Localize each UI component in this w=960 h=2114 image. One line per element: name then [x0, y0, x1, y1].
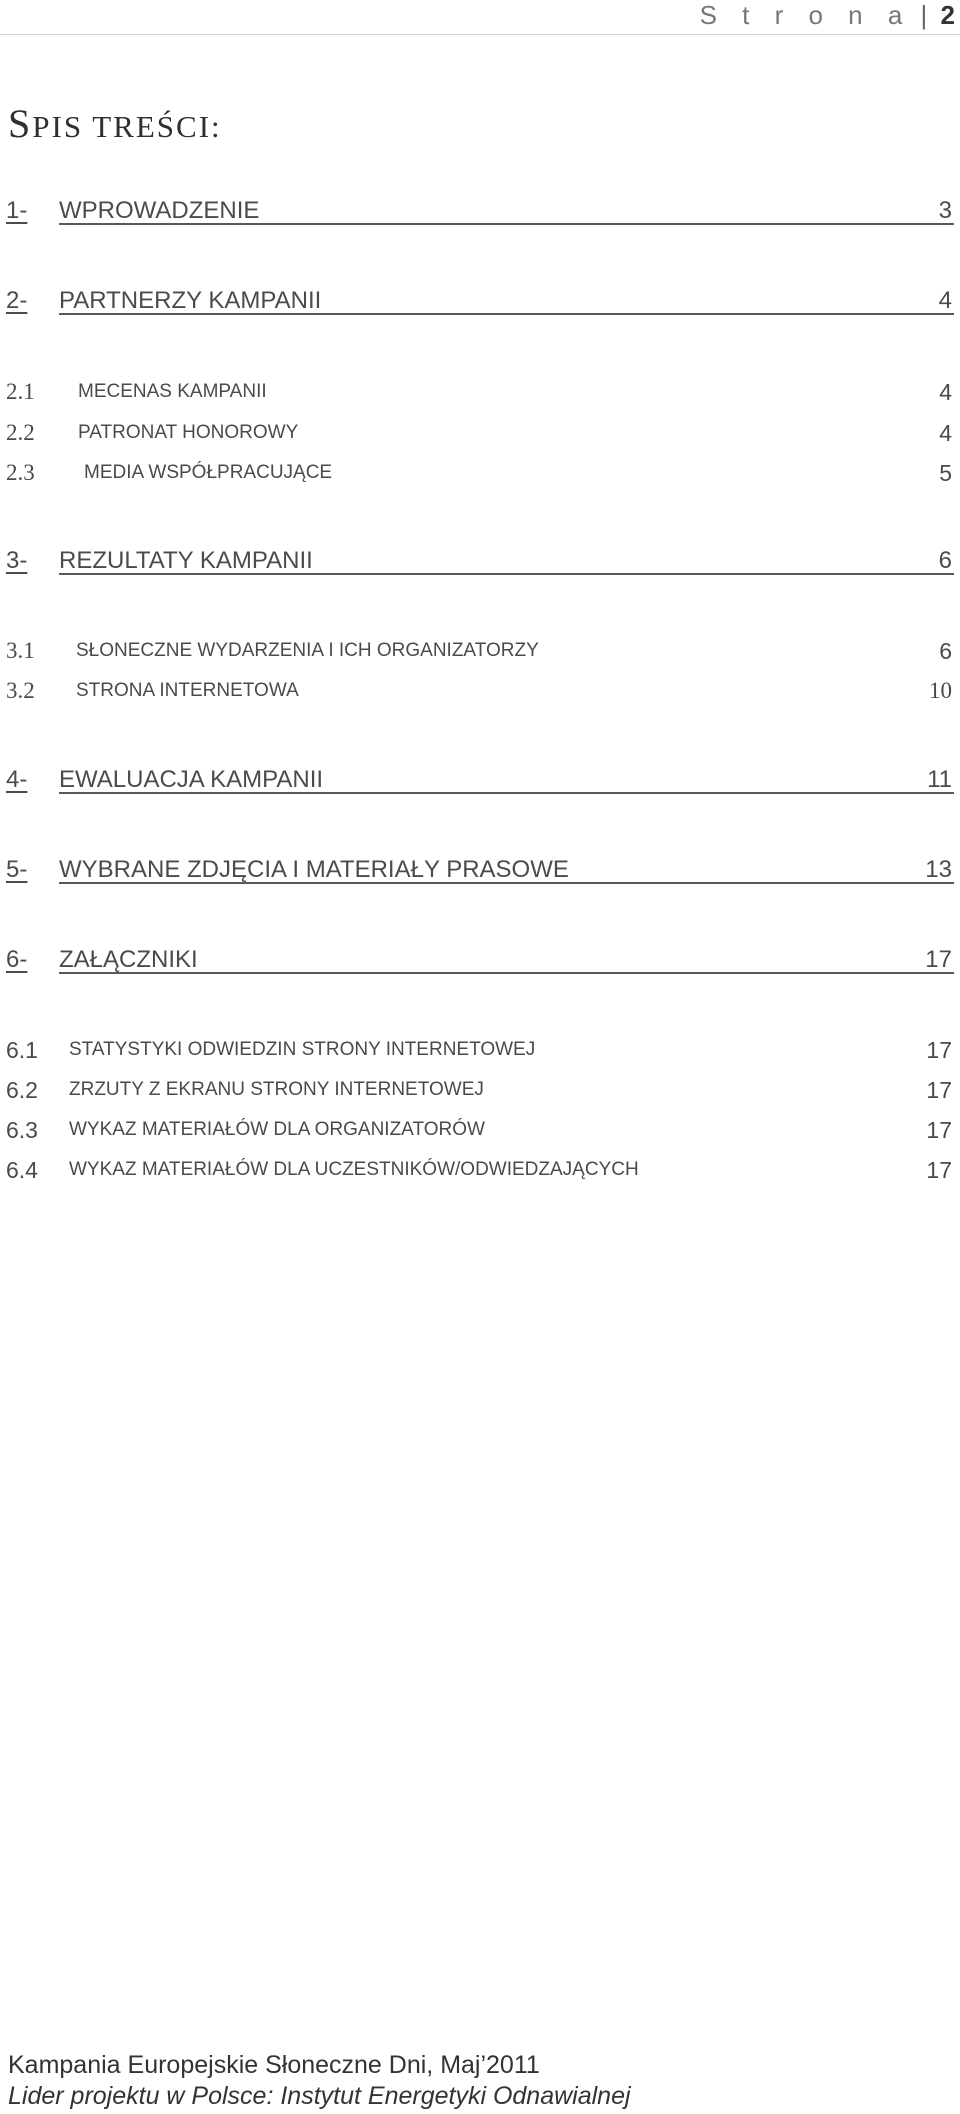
toc-entry-4[interactable]: [6, 762, 954, 798]
toc-entry-6[interactable]: [6, 942, 954, 978]
toc-entry-label: WYKAZ MATERIAŁÓW DLA ORGANIZATORÓW: [69, 1119, 485, 1140]
footer-project-lead: Lider projektu w Polsce: Instytut Energetyki Odnawialnej: [8, 2082, 631, 2110]
toc-entry-label: SŁONECZNE WYDARZENIA I ICH ORGANIZATORZY: [76, 640, 539, 661]
toc-entry-number: 4-: [6, 766, 28, 793]
toc-leader-line: [59, 972, 954, 974]
toc-entry-page: 5: [939, 460, 952, 486]
toc-entry-page: 13: [925, 856, 952, 883]
toc-entry-page: 17: [926, 1037, 952, 1063]
toc-leader-line: [59, 882, 954, 884]
toc-title-initial: S: [8, 101, 33, 146]
toc-entry-page: 6: [939, 638, 952, 664]
page-number: 2: [940, 0, 955, 30]
toc-entry-page: 4: [939, 420, 952, 446]
toc-entry-label: ZAŁĄCZNIKI: [59, 946, 198, 973]
toc-entry-label: WYBRANE ZDJĘCIA I MATERIAŁY PRASOWE: [59, 856, 569, 883]
toc-entry-number: 3.1: [6, 638, 35, 663]
footer-campaign: Kampania Europejskie Słoneczne Dni, Maj’2011: [8, 2051, 540, 2079]
toc-entry-label: ZRZUTY Z EKRANU STRONY INTERNETOWEJ: [69, 1079, 484, 1100]
page-word: S t r o n a: [699, 0, 912, 30]
page-indicator: [700, 0, 955, 30]
toc-entry-number: 6.4: [6, 1157, 38, 1183]
toc-entry-number: 2.1: [6, 379, 35, 404]
toc-entry-3-1[interactable]: [6, 634, 954, 668]
toc-entry-label: WYKAZ MATERIAŁÓW DLA UCZESTNIKÓW/ODWIEDZAJĄCYCH: [69, 1159, 639, 1180]
toc-leader-line: [59, 223, 954, 225]
toc-leader-line: [59, 573, 954, 575]
toc-entry-2-2[interactable]: [6, 416, 954, 450]
toc-entry-label: REZULTATY KAMPANII: [59, 547, 313, 574]
page-header: [0, 0, 960, 35]
toc-entry-number: 2.3: [6, 460, 35, 485]
page-separator: |: [920, 0, 928, 30]
toc-entry-label: STRONA INTERNETOWA: [76, 680, 299, 701]
toc-entry-6-1[interactable]: [6, 1033, 954, 1067]
toc-entry-number: 6.3: [6, 1117, 38, 1143]
toc-entry-number: 3-: [6, 547, 28, 574]
toc-entry-page: 17: [926, 1077, 952, 1103]
toc-entry-3[interactable]: [6, 543, 954, 579]
toc-entry-number: 6.2: [6, 1077, 38, 1103]
toc-entry-6-2[interactable]: [6, 1073, 954, 1107]
toc-entry-label: STATYSTYKI ODWIEDZIN STRONY INTERNETOWEJ: [69, 1039, 536, 1060]
toc-leader-line: [59, 792, 954, 794]
toc-entry-page: 4: [939, 379, 952, 405]
toc-title: [8, 100, 222, 151]
toc-entry-page: 4: [938, 287, 952, 314]
toc-entry-label: WPROWADZENIE: [59, 197, 260, 224]
toc-title-colon: :: [211, 109, 222, 144]
toc-leader-line: [59, 313, 954, 315]
toc-entry-number: 6-: [6, 946, 28, 973]
toc-entry-number: 1-: [6, 197, 28, 224]
toc-entry-5[interactable]: [6, 852, 954, 888]
toc-entry-2-3[interactable]: [6, 456, 954, 490]
toc-entry-page: 11: [927, 766, 952, 793]
toc-entry-page: 17: [925, 946, 952, 973]
toc-entry-label: MEDIA WSPÓŁPRACUJĄCE: [84, 462, 333, 483]
toc-entry-page: 17: [926, 1117, 952, 1143]
toc-entry-1[interactable]: [6, 193, 954, 229]
toc-title-rest: PIS TREŚCI: [32, 109, 212, 144]
toc-entry-page: 6: [938, 547, 952, 574]
toc-entry-label: EWALUACJA KAMPANII: [59, 766, 324, 793]
toc-entry-number: 2-: [6, 287, 28, 314]
toc-entry-3-2[interactable]: [6, 674, 954, 708]
toc-entry-label: PARTNERZY KAMPANII: [59, 287, 322, 314]
toc-entry-2[interactable]: [6, 283, 954, 319]
toc-entry-page: 17: [926, 1157, 952, 1183]
toc-entry-label: MECENAS KAMPANII: [78, 381, 267, 402]
toc-entry-number: 5-: [6, 856, 28, 883]
toc-entry-page: 3: [938, 197, 952, 224]
toc-entry-number: 3.2: [6, 678, 35, 703]
toc-entry-number: 6.1: [6, 1037, 38, 1063]
toc-entry-label: PATRONAT HONOROWY: [78, 422, 299, 443]
toc-entry-number: 2.2: [6, 420, 35, 445]
toc-entry-6-4[interactable]: [6, 1153, 954, 1187]
toc-entry-6-3[interactable]: [6, 1113, 954, 1147]
toc-entry-2-1[interactable]: [6, 375, 954, 409]
toc-entry-page: 10: [929, 678, 952, 703]
